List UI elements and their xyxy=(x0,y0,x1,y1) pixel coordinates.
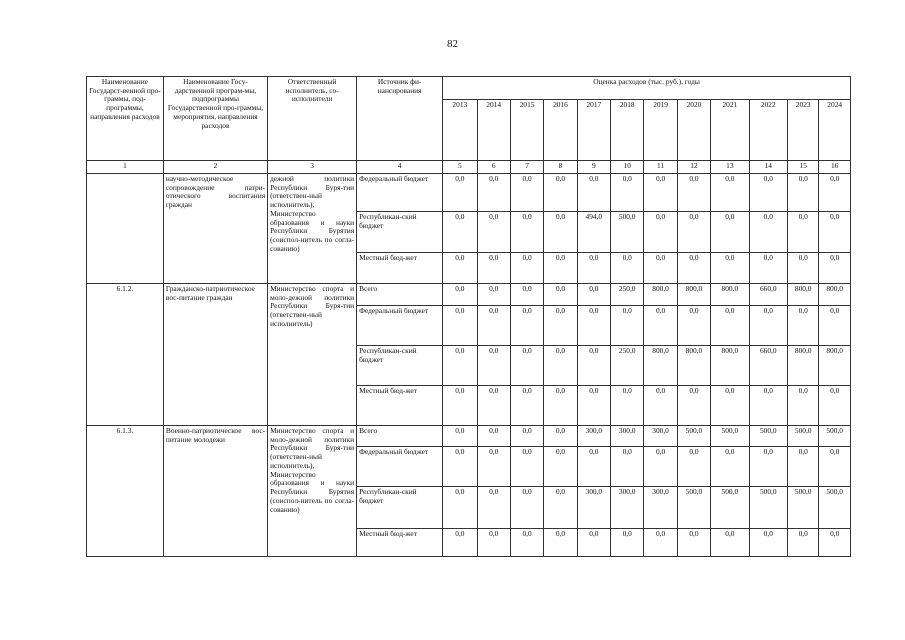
expense-value: 0,0 xyxy=(510,306,543,346)
event-name: Гражданско-патриотическое вос-питание граждан xyxy=(163,284,267,426)
expense-value: 800,0 xyxy=(819,284,851,306)
funding-source: Федеральный бюджет xyxy=(357,447,443,487)
column-index: 4 xyxy=(357,161,443,174)
column-index: 6 xyxy=(477,161,510,174)
expense-value: 250,0 xyxy=(611,284,644,306)
expense-value: 800,0 xyxy=(788,284,819,306)
expense-value: 0,0 xyxy=(477,447,510,487)
budget-table xyxy=(86,76,851,557)
expense-value: 0,0 xyxy=(644,253,677,284)
expense-value: 0,0 xyxy=(443,212,477,253)
responsible-executor: дежной политики Республики Буря-тии (ответствен-ный исполнитель), Министерство образования и науки Республики Бурятия (соиспол-нитель по согла-сованию) xyxy=(268,174,357,284)
year-header: 2016 xyxy=(544,100,577,161)
event-name: научно-методическое сопровождение патри-отического воспитания граждан xyxy=(163,174,267,284)
year-header: 2020 xyxy=(677,100,710,161)
expense-value: 0,0 xyxy=(577,386,610,426)
expense-value: 0,0 xyxy=(477,253,510,284)
responsible-executor: Министерство спорта и моло-дежной политики Республики Буря-тии (ответствен-ный исполнитель) xyxy=(268,284,357,426)
expense-value: 0,0 xyxy=(611,306,644,346)
expense-value: 0,0 xyxy=(611,253,644,284)
expense-value: 0,0 xyxy=(544,174,577,212)
header-estimate: Оценка расходов (тыс. руб.), годы xyxy=(443,77,851,100)
expense-value: 0,0 xyxy=(788,174,819,212)
expense-value: 500,0 xyxy=(749,487,787,529)
expense-value: 0,0 xyxy=(544,212,577,253)
expense-value: 0,0 xyxy=(819,253,851,284)
expense-value: 0,0 xyxy=(443,346,477,386)
expense-value: 660,0 xyxy=(749,284,787,306)
expense-value: 500,0 xyxy=(611,212,644,253)
year-header: 2015 xyxy=(510,100,543,161)
column-index: 12 xyxy=(677,161,710,174)
expense-value: 0,0 xyxy=(544,447,577,487)
expense-value: 800,0 xyxy=(644,284,677,306)
expense-value: 0,0 xyxy=(477,487,510,529)
expense-value: 500,0 xyxy=(749,426,787,447)
year-header: 2014 xyxy=(477,100,510,161)
column-index: 5 xyxy=(443,161,477,174)
expense-value: 0,0 xyxy=(788,447,819,487)
expense-value: 0,0 xyxy=(544,306,577,346)
expense-value: 300,0 xyxy=(611,426,644,447)
expense-value: 0,0 xyxy=(477,426,510,447)
expense-value: 0,0 xyxy=(544,529,577,557)
expense-value: 800,0 xyxy=(711,284,749,306)
column-index: 9 xyxy=(577,161,610,174)
expense-value: 0,0 xyxy=(749,529,787,557)
expense-value: 0,0 xyxy=(819,306,851,346)
expense-value: 0,0 xyxy=(819,447,851,487)
expense-value: 0,0 xyxy=(644,306,677,346)
expense-value: 0,0 xyxy=(544,284,577,306)
expense-value: 0,0 xyxy=(819,212,851,253)
expense-value: 0,0 xyxy=(477,284,510,306)
expense-value: 0,0 xyxy=(544,346,577,386)
expense-value: 0,0 xyxy=(749,447,787,487)
expense-value: 800,0 xyxy=(819,346,851,386)
column-index: 2 xyxy=(163,161,267,174)
header-executor: Ответственный исполнитель, со-исполнители xyxy=(268,77,357,161)
expense-value: 0,0 xyxy=(510,212,543,253)
column-index: 16 xyxy=(819,161,851,174)
expense-value: 800,0 xyxy=(711,346,749,386)
expense-value: 0,0 xyxy=(477,386,510,426)
expense-value: 0,0 xyxy=(510,386,543,426)
expense-value: 0,0 xyxy=(443,284,477,306)
row-code xyxy=(87,174,164,284)
expense-value: 0,0 xyxy=(443,253,477,284)
funding-source: Федеральный бюджет xyxy=(357,174,443,212)
expense-value: 0,0 xyxy=(510,174,543,212)
expense-value: 0,0 xyxy=(749,386,787,426)
column-index: 10 xyxy=(611,161,644,174)
expense-value: 0,0 xyxy=(577,447,610,487)
expense-value: 0,0 xyxy=(577,306,610,346)
expense-value: 0,0 xyxy=(677,174,710,212)
column-index: 13 xyxy=(711,161,749,174)
expense-value: 0,0 xyxy=(711,253,749,284)
expense-value: 0,0 xyxy=(644,447,677,487)
funding-source: Республикан-ский бюджет xyxy=(357,487,443,529)
year-header: 2019 xyxy=(644,100,677,161)
year-header: 2021 xyxy=(711,100,749,161)
year-header: 2023 xyxy=(788,100,819,161)
expense-value: 800,0 xyxy=(644,346,677,386)
expense-value: 0,0 xyxy=(711,447,749,487)
expense-value: 494,0 xyxy=(577,212,610,253)
expense-value: 0,0 xyxy=(477,212,510,253)
expense-value: 0,0 xyxy=(644,529,677,557)
expense-value: 300,0 xyxy=(577,487,610,529)
expense-value: 0,0 xyxy=(611,447,644,487)
expense-value: 800,0 xyxy=(788,346,819,386)
expense-value: 0,0 xyxy=(510,447,543,487)
expense-value: 0,0 xyxy=(577,284,610,306)
expense-value: 0,0 xyxy=(644,386,677,426)
expense-value: 500,0 xyxy=(711,426,749,447)
expense-value: 0,0 xyxy=(611,386,644,426)
row-code: 6.1.3. xyxy=(87,426,164,557)
expense-value: 0,0 xyxy=(677,386,710,426)
table-row xyxy=(87,426,851,447)
expense-value: 0,0 xyxy=(749,174,787,212)
expense-value: 0,0 xyxy=(443,529,477,557)
expense-value: 0,0 xyxy=(510,284,543,306)
expense-value: 0,0 xyxy=(510,487,543,529)
table-row xyxy=(87,284,851,306)
funding-source: Местный бюд-жет xyxy=(357,529,443,557)
header-program: Наименование Государст-венной про-граммы, под-программы, направления расходов xyxy=(87,77,164,161)
expense-value: 0,0 xyxy=(749,253,787,284)
year-header: 2024 xyxy=(819,100,851,161)
page-number: 82 xyxy=(447,38,458,50)
column-index: 7 xyxy=(510,161,543,174)
expense-value: 0,0 xyxy=(510,253,543,284)
expense-value: 0,0 xyxy=(749,212,787,253)
row-code: 6.1.2. xyxy=(87,284,164,426)
expense-value: 0,0 xyxy=(749,306,787,346)
expense-value: 300,0 xyxy=(577,426,610,447)
year-header: 2013 xyxy=(443,100,477,161)
column-index: 3 xyxy=(268,161,357,174)
expense-value: 0,0 xyxy=(788,212,819,253)
column-index: 8 xyxy=(544,161,577,174)
expense-value: 300,0 xyxy=(644,426,677,447)
column-index: 1 xyxy=(87,161,164,174)
expense-value: 300,0 xyxy=(644,487,677,529)
expense-value: 660,0 xyxy=(749,346,787,386)
funding-source: Всего xyxy=(357,426,443,447)
responsible-executor: Министерство спорта и моло-дежной политики Республики Буря-тии (ответствен-ный исполнитель), Министерство образования и науки Республики Бурятия (соиспол-нитель по согла-сованию) xyxy=(268,426,357,557)
expense-value: 0,0 xyxy=(711,212,749,253)
expense-value: 800,0 xyxy=(677,284,710,306)
expense-value: 500,0 xyxy=(788,426,819,447)
funding-source: Всего xyxy=(357,284,443,306)
expense-value: 0,0 xyxy=(544,426,577,447)
table-row xyxy=(87,174,851,212)
expense-value: 0,0 xyxy=(443,386,477,426)
expense-value: 0,0 xyxy=(819,386,851,426)
expense-value: 0,0 xyxy=(677,212,710,253)
column-index: 15 xyxy=(788,161,819,174)
expense-value: 500,0 xyxy=(677,426,710,447)
expense-value: 0,0 xyxy=(788,386,819,426)
expense-value: 0,0 xyxy=(443,426,477,447)
expense-value: 0,0 xyxy=(644,174,677,212)
expense-value: 0,0 xyxy=(443,174,477,212)
expense-value: 0,0 xyxy=(788,306,819,346)
expense-value: 0,0 xyxy=(819,529,851,557)
funding-source: Республикан-ский бюджет xyxy=(357,212,443,253)
expense-value: 0,0 xyxy=(577,346,610,386)
expense-value: 0,0 xyxy=(711,306,749,346)
expense-value: 0,0 xyxy=(711,174,749,212)
expense-value: 500,0 xyxy=(819,426,851,447)
expense-value: 0,0 xyxy=(443,447,477,487)
funding-source: Федеральный бюджет xyxy=(357,306,443,346)
expense-value: 0,0 xyxy=(443,306,477,346)
expense-value: 0,0 xyxy=(711,386,749,426)
expense-value: 0,0 xyxy=(477,306,510,346)
expense-value: 0,0 xyxy=(577,174,610,212)
expense-value: 0,0 xyxy=(677,447,710,487)
funding-source: Местный бюд-жет xyxy=(357,253,443,284)
year-header: 2017 xyxy=(577,100,610,161)
expense-value: 0,0 xyxy=(477,346,510,386)
year-header: 2018 xyxy=(611,100,644,161)
column-index: 14 xyxy=(749,161,787,174)
expense-value: 0,0 xyxy=(711,529,749,557)
expense-value: 0,0 xyxy=(577,253,610,284)
expense-value: 0,0 xyxy=(677,529,710,557)
header-funding-source: Источник фи-нансирования xyxy=(357,77,443,161)
header-subprogram: Наименование Госу-дарственной програм-мы, подпрограммы Государственной про-граммы, мероприятия, направления расходов xyxy=(163,77,267,161)
expense-value: 0,0 xyxy=(544,253,577,284)
expense-value: 0,0 xyxy=(510,346,543,386)
expense-value: 0,0 xyxy=(544,386,577,426)
expense-value: 500,0 xyxy=(711,487,749,529)
expense-value: 250,0 xyxy=(611,346,644,386)
expense-value: 0,0 xyxy=(544,487,577,529)
expense-value: 0,0 xyxy=(611,174,644,212)
expense-value: 0,0 xyxy=(819,174,851,212)
expense-value: 800,0 xyxy=(677,346,710,386)
expense-value: 0,0 xyxy=(510,426,543,447)
expense-value: 300,0 xyxy=(611,487,644,529)
expense-value: 0,0 xyxy=(677,306,710,346)
expense-value: 0,0 xyxy=(788,253,819,284)
expense-value: 0,0 xyxy=(477,529,510,557)
expense-value: 0,0 xyxy=(443,487,477,529)
expense-value: 0,0 xyxy=(510,529,543,557)
expense-value: 500,0 xyxy=(677,487,710,529)
expense-value: 0,0 xyxy=(644,212,677,253)
funding-source: Республикан-ский бюджет xyxy=(357,346,443,386)
expense-value: 0,0 xyxy=(611,529,644,557)
expense-value: 0,0 xyxy=(788,529,819,557)
expense-value: 0,0 xyxy=(677,253,710,284)
expense-value: 500,0 xyxy=(819,487,851,529)
funding-source: Местный бюд-жет xyxy=(357,386,443,426)
year-header: 2022 xyxy=(749,100,787,161)
column-index: 11 xyxy=(644,161,677,174)
expense-value: 0,0 xyxy=(577,529,610,557)
expense-value: 0,0 xyxy=(477,174,510,212)
event-name: Военно-патриотическое вос-питание молодежи xyxy=(163,426,267,557)
expense-value: 500,0 xyxy=(788,487,819,529)
